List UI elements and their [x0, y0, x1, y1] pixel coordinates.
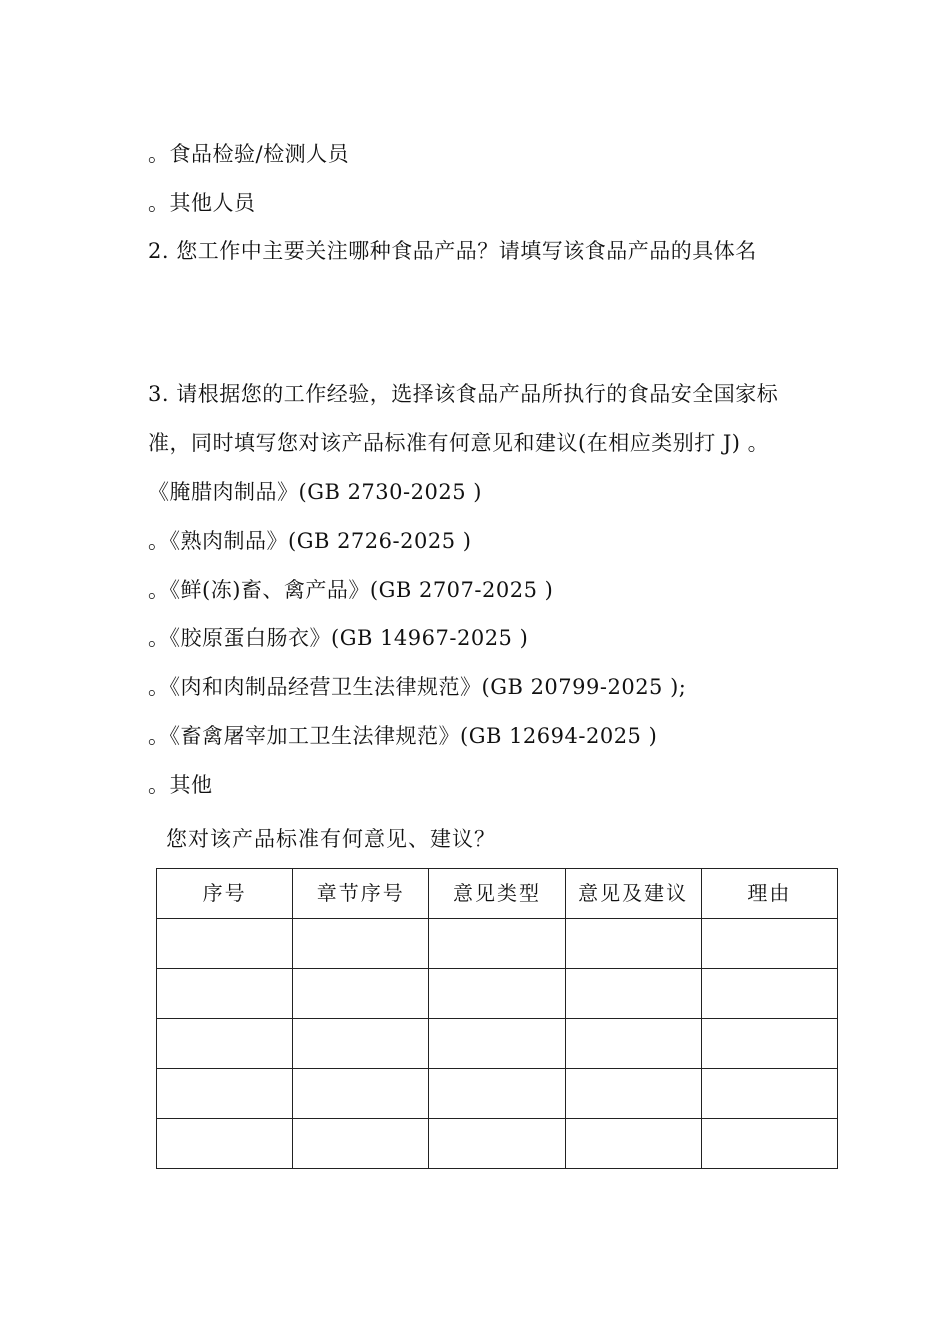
table-row: [157, 1069, 838, 1119]
table-cell[interactable]: [429, 1069, 565, 1119]
opinion-prompt: 您对该产品标准有何意见、建议？: [166, 827, 496, 851]
table-cell[interactable]: [293, 1069, 429, 1119]
question-3-line-2: 准，同时填写您对该产品标准有何意见和建议(在相应类别打 J) 。: [148, 431, 770, 455]
standard-option-slaughter-hygiene[interactable]: 。《畜禽屠宰加工卫生法律规范》(GB 12694-2025 ): [148, 724, 658, 748]
table-cell[interactable]: [293, 919, 429, 969]
table-cell[interactable]: [429, 1119, 565, 1169]
header-opinion-type: 意见类型: [429, 869, 565, 919]
header-opinion-suggestion: 意见及建议: [565, 869, 701, 919]
table-cell[interactable]: [565, 1119, 701, 1169]
question-3-line-1: 3. 请根据您的工作经验，选择该食品产品所执行的食品安全国家标: [148, 382, 779, 406]
table-cell[interactable]: [157, 1019, 293, 1069]
table-cell[interactable]: [701, 1119, 837, 1169]
header-chapter-number: 章节序号: [293, 869, 429, 919]
table-cell[interactable]: [429, 969, 565, 1019]
table-row: [157, 919, 838, 969]
table-cell[interactable]: [565, 1019, 701, 1069]
option-other-personnel[interactable]: 。其他人员: [148, 191, 256, 215]
table-cell[interactable]: [701, 1019, 837, 1069]
header-reason: 理由: [701, 869, 837, 919]
table-cell[interactable]: [293, 969, 429, 1019]
table-cell[interactable]: [701, 969, 837, 1019]
table-cell[interactable]: [701, 1069, 837, 1119]
table-cell[interactable]: [429, 1019, 565, 1069]
option-food-inspector[interactable]: 。食品检验/检测人员: [148, 142, 350, 166]
table-row: [157, 1019, 838, 1069]
opinion-table: [156, 868, 838, 1169]
table-cell[interactable]: [157, 969, 293, 1019]
table-cell[interactable]: [293, 1119, 429, 1169]
table-cell[interactable]: [157, 1119, 293, 1169]
standard-option-collagen-casing[interactable]: 。《胶原蛋白肠衣》(GB 14967-2025 ): [148, 626, 529, 650]
table-row: [157, 969, 838, 1019]
question-2: 2. 您工作中主要关注哪种食品产品？请填写该食品产品的具体名: [148, 239, 757, 263]
table-cell[interactable]: [701, 919, 837, 969]
table-cell[interactable]: [565, 969, 701, 1019]
standard-option-other[interactable]: 。其他: [148, 773, 213, 797]
table-cell[interactable]: [293, 1019, 429, 1069]
table-cell[interactable]: [157, 919, 293, 969]
table-cell[interactable]: [565, 919, 701, 969]
header-serial-number: 序号: [157, 869, 293, 919]
standard-option-fresh-frozen-meat[interactable]: 。《鲜(冻)畜、禽产品》(GB 2707-2025 ): [148, 578, 554, 602]
standard-option-cooked-meat[interactable]: 。《熟肉制品》(GB 2726-2025 ): [148, 529, 472, 553]
standard-option-cured-meat[interactable]: 《腌腊肉制品》(GB 2730-2025 ): [148, 480, 482, 504]
table-cell[interactable]: [157, 1069, 293, 1119]
table-row: [157, 1119, 838, 1169]
table-cell[interactable]: [429, 919, 565, 969]
standard-option-meat-business-hygiene[interactable]: 。《肉和肉制品经营卫生法律规范》(GB 20799-2025 );: [148, 675, 687, 699]
table-cell[interactable]: [565, 1069, 701, 1119]
table-header-row: [157, 869, 838, 919]
